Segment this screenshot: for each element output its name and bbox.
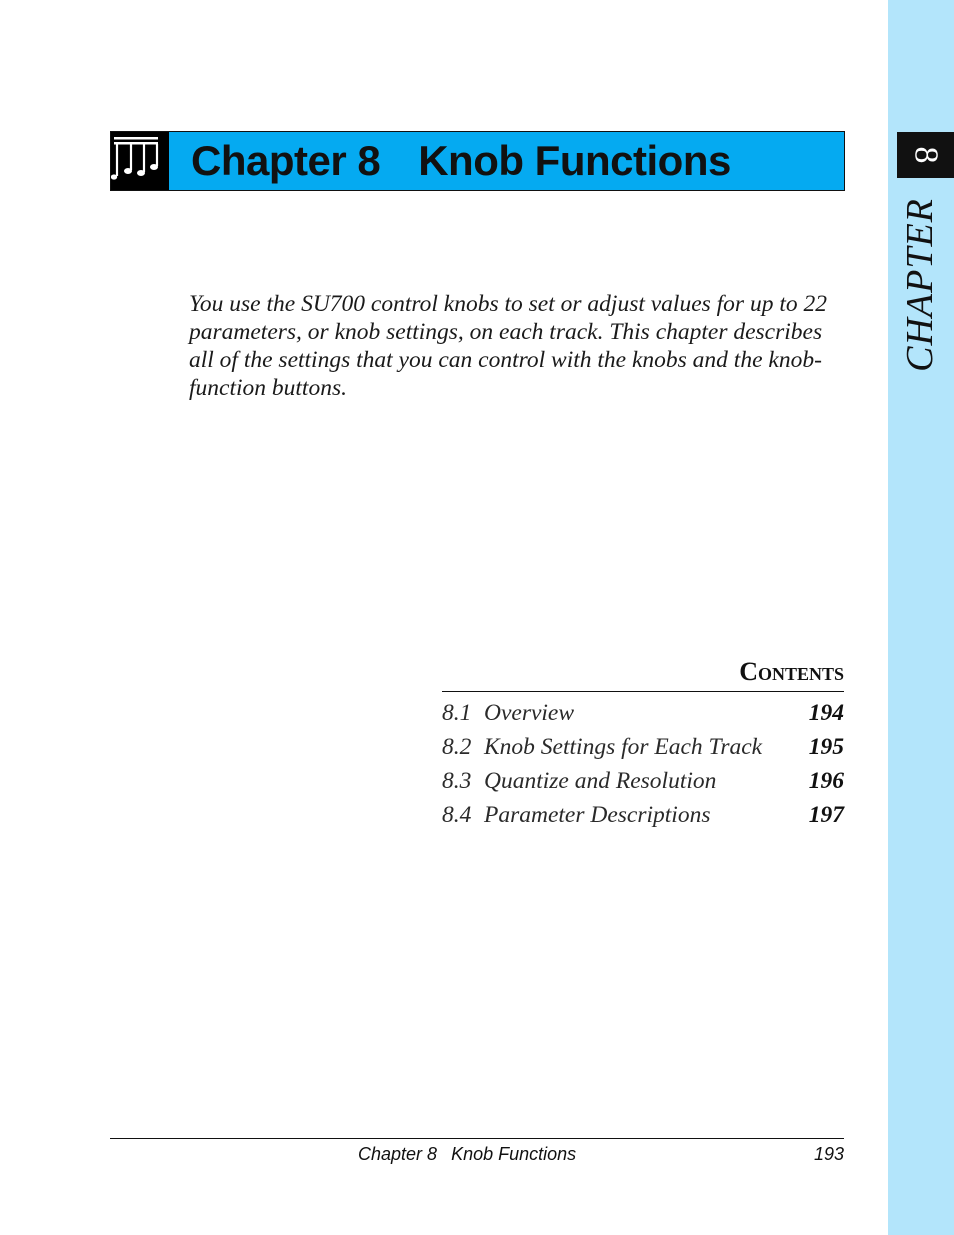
toc-item[interactable] <box>442 734 844 768</box>
toc-item-title: Overview <box>484 700 575 726</box>
chapter-banner <box>110 131 845 191</box>
footer-running-title <box>358 1144 576 1165</box>
toc-item-page: 194 <box>808 700 844 726</box>
toc-item[interactable] <box>442 700 844 734</box>
footer-divider <box>110 1138 844 1139</box>
contents-divider <box>442 691 844 692</box>
contents-heading: Contents <box>739 657 844 686</box>
toc-item-number: 8.4 <box>442 802 472 828</box>
toc-item-number: 8.1 <box>442 700 472 726</box>
chapter-side-tab <box>888 0 954 1235</box>
footer-chapter: Chapter 8 <box>358 1144 438 1164</box>
toc-item-title: Knob Settings for Each Track <box>484 734 763 760</box>
toc-item-page: 196 <box>808 768 844 794</box>
page-number: 193 <box>813 1144 844 1164</box>
toc-item-page: 195 <box>808 734 844 760</box>
side-tab-label: CHAPTER <box>899 198 941 372</box>
toc-item-number: 8.2 <box>442 734 472 760</box>
toc-item-title: Quantize and Resolution <box>484 768 717 794</box>
intro-paragraph: You use the SU700 control knobs to set or adjust values for up to 22 parameters, or knob settings, on each track. This chapter describes all of the settings that you can control with the knobs and the knob-function buttons. <box>189 291 827 401</box>
chapter-number: Chapter 8 <box>191 137 381 184</box>
toc-item[interactable] <box>442 768 844 802</box>
footer-title: Knob Functions <box>451 1144 577 1164</box>
table-of-contents <box>442 700 844 836</box>
chapter-title: Knob Functions <box>418 137 731 184</box>
page-title <box>191 132 731 190</box>
toc-item[interactable] <box>442 802 844 836</box>
toc-item-title: Parameter Descriptions <box>484 802 711 828</box>
toc-item-number: 8.3 <box>442 768 472 794</box>
side-tab-chapter-number: 8 <box>897 132 954 178</box>
music-notes-icon <box>111 132 169 190</box>
toc-item-page: 197 <box>808 802 844 828</box>
